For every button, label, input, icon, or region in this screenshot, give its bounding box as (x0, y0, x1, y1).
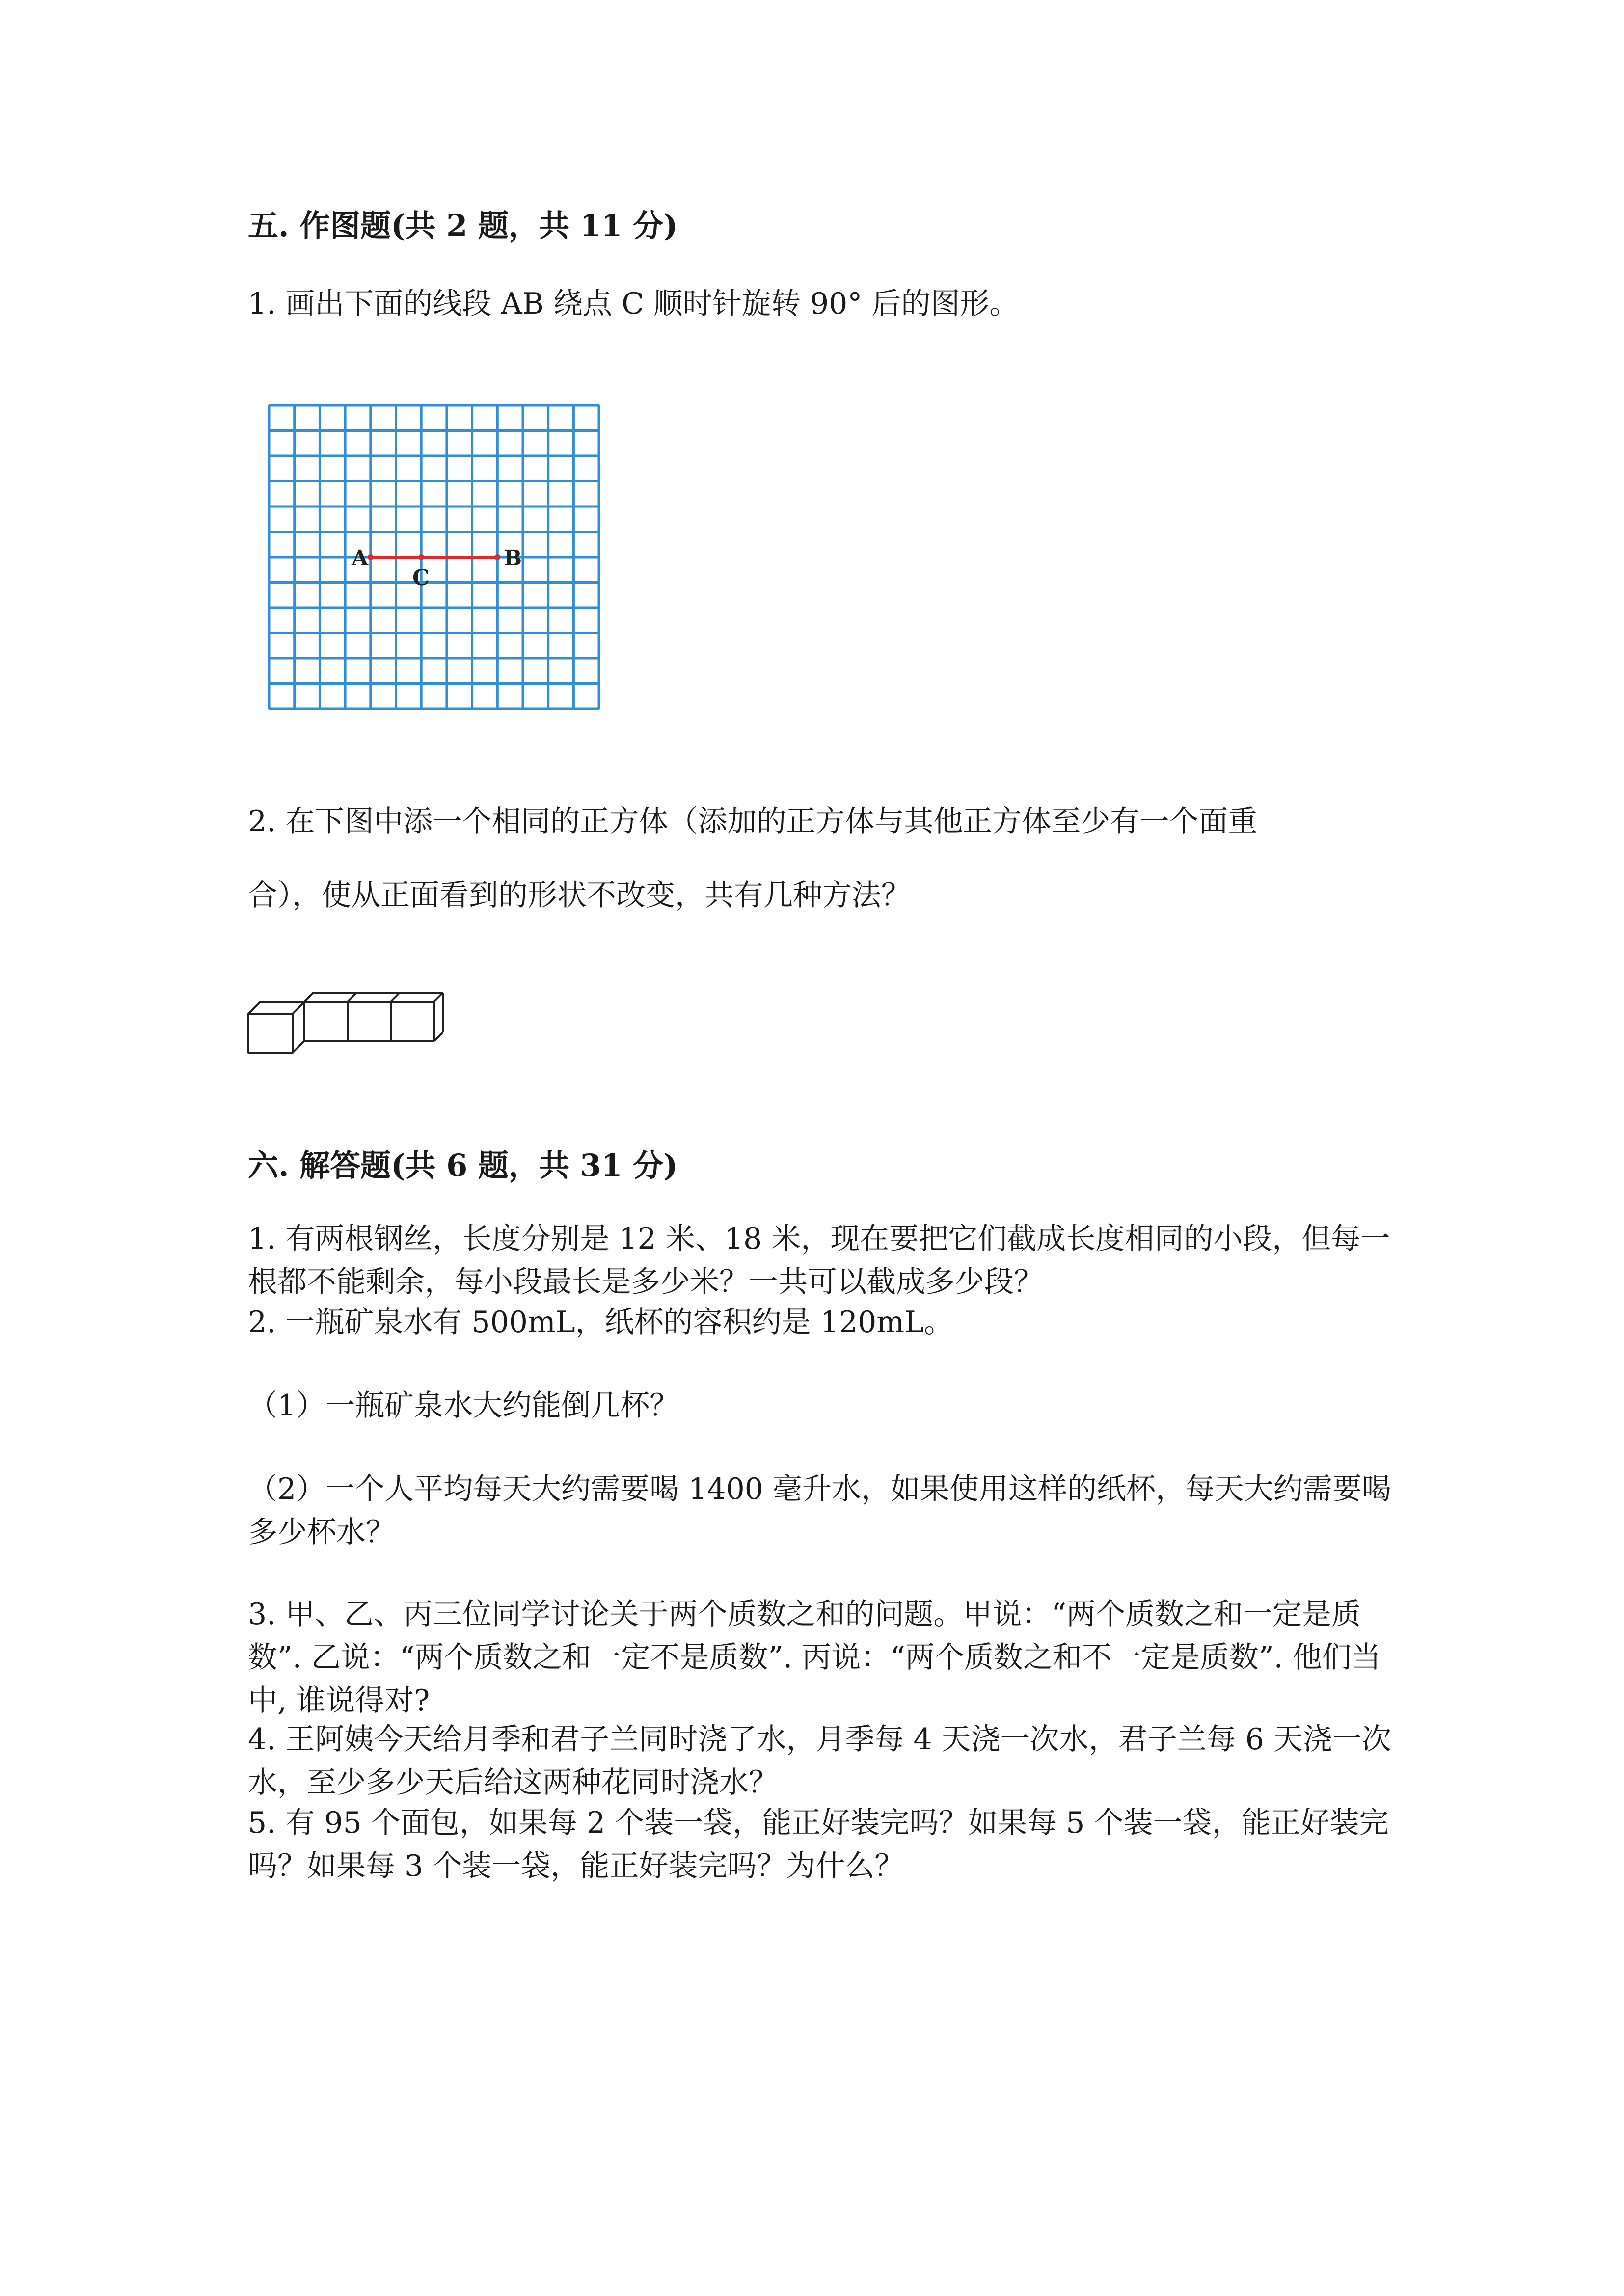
section6-q2-1: （1）一瓶矿泉水大约能倒几杯？ (248, 1388, 679, 1423)
section6-q3: 3. 甲、乙、丙三位同学讨论关于两个质数之和的问题。甲说：“两个质数之和一定是质数”. 乙说：“两个质数之和一定不是质数”. 丙说：“两个质数之和不一定是质数”. 他们当中, 谁说得对? (248, 1597, 1381, 1718)
section5-q2-line2: 合），使从正面看到的形状不改变，共有几种方法？ (248, 878, 911, 912)
rotation-grid-figure (269, 405, 603, 710)
cubes-figure (245, 984, 476, 1058)
label-a: A (352, 546, 369, 571)
section5-title: 五. 作图题(共 2 题，共 11 分) (248, 208, 678, 243)
section6-q4: 4. 王阿姨今天给月季和君子兰同时浇了水，月季每 4 天浇一次水，君子兰每 6 天浇一次水，至少多少天后给这两种花同时浇水？ (248, 1722, 1391, 1800)
section6-q5: 5. 有 95 个面包，如果每 2 个装一袋，能正好装完吗？如果每 5 个装一袋，能正好装完吗？如果每 3 个装一袋，能正好装完吗？为什么？ (248, 1806, 1389, 1883)
point-c (418, 554, 424, 560)
section5-q2-line1: 2. 在下图中添一个相同的正方体（添加的正方体与其他正方体至少有一个面重 (248, 804, 1258, 839)
section6-q2: 2. 一瓶矿泉水有 500mL，纸杯的容积约是 120mL。 (248, 1305, 953, 1339)
section5-q1-text: 1. 画出下面的线段 AB 绕点 C 顺时针旋转 90° 后的图形。 (248, 287, 1019, 321)
label-c: C (412, 565, 430, 590)
label-b: B (504, 546, 522, 571)
section6-q1: 1. 有两根钢丝，长度分别是 12 米、18 米，现在要把它们截成长度相同的小段，但每一根都不能剩余，每小段最长是多少米？一共可以截成多少段？ (248, 1222, 1390, 1299)
section6-title: 六. 解答题(共 6 题，共 31 分) (248, 1148, 678, 1183)
section6-q2-2: （2）一个人平均每天大约需要喝 1400 毫升水，如果使用这样的纸杯，每天大约需要喝多少杯水？ (248, 1472, 1392, 1549)
point-b (494, 554, 500, 560)
point-a (368, 554, 374, 560)
